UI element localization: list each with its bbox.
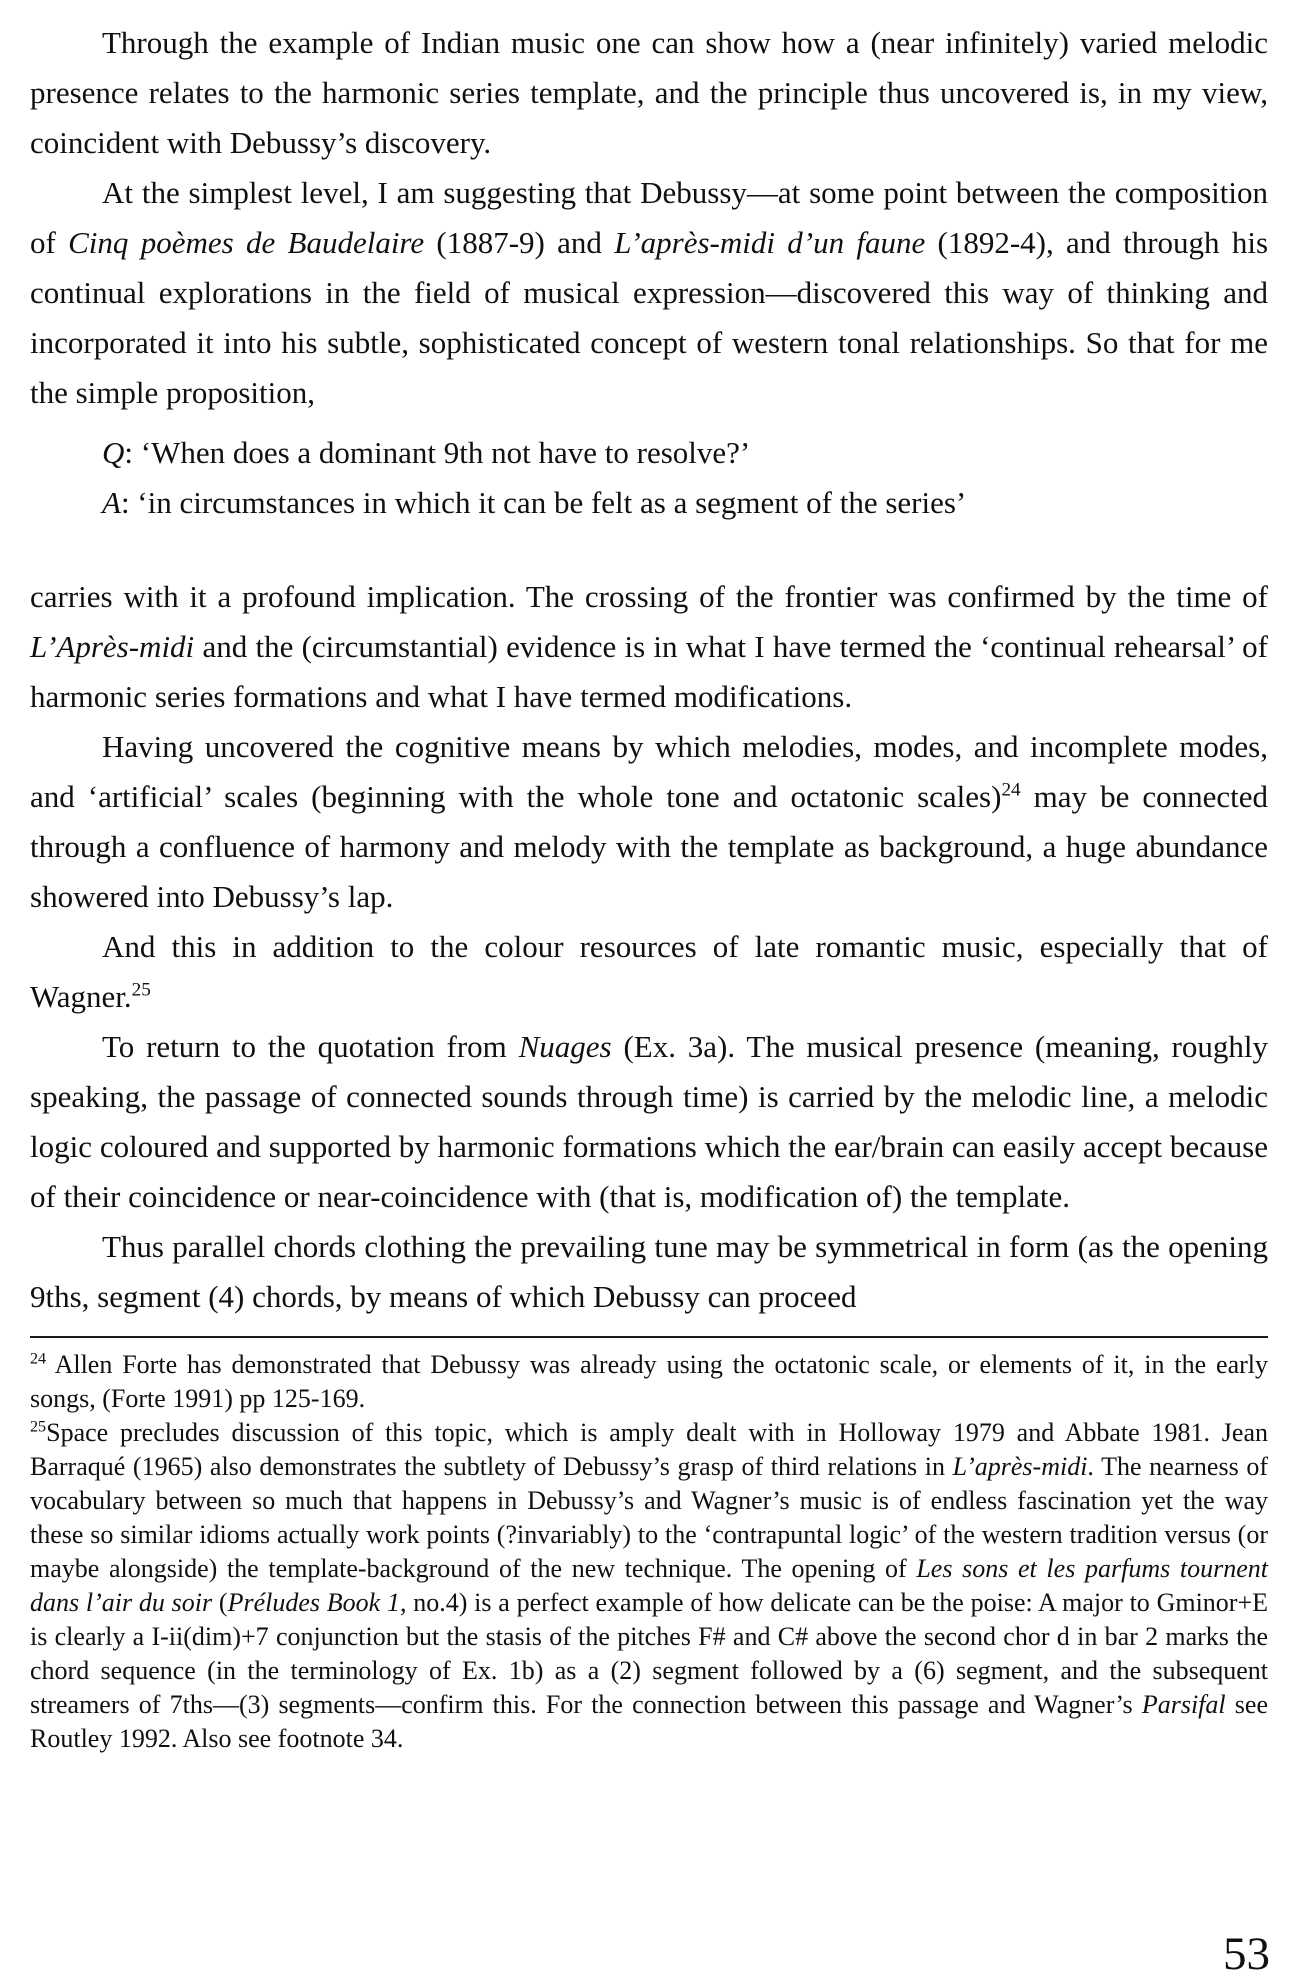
- page-number: 53: [1223, 1928, 1270, 1980]
- italic-text: Q: [102, 435, 125, 470]
- italic-text: Nuages: [518, 1029, 612, 1064]
- footnote-ref: 25: [131, 979, 151, 1001]
- italic-text: Les sons et les parfums tournent dans l’air du soir: [30, 1554, 1268, 1617]
- footnote-rule: [30, 1336, 1268, 1338]
- italic-text: L’après-midi d’un faune: [614, 225, 926, 260]
- text-run: (Ex. 3a). The musical presence (meaning, roughly speaking, the passage of connected sounds through time) is carried by the melodic line, a melodic logic coloured and supported by harmonic formations which the ear/brain can easily accept because of their coincidence or near-coincidence with (that is, modification of) the template.: [30, 1029, 1268, 1214]
- footnote-ref: 24: [1001, 779, 1021, 801]
- text-run: Allen Forte has demonstrated that Debussy was already using the octatonic scale, or elements of it, in the early songs, (Forte 1991) pp 125-169.: [30, 1350, 1268, 1413]
- paragraph: [30, 1222, 1268, 1322]
- text-run: (: [212, 1588, 228, 1617]
- footnote: [30, 1416, 1268, 1756]
- italic-text: A: [102, 485, 121, 520]
- quote-line: [102, 478, 1268, 528]
- text-run: see Routley 1992. Also see footnote 34.: [30, 1690, 1268, 1753]
- paragraph: [30, 1022, 1268, 1222]
- footnotes: [30, 1348, 1268, 1756]
- text-run: : ‘When does a dominant 9th not have to resolve?’: [124, 435, 751, 470]
- text-run: carries with it a profound implication. The crossing of the frontier was confirmed by the time of: [30, 579, 1268, 614]
- paragraph: [30, 722, 1268, 922]
- italic-text: L’après-midi: [952, 1452, 1088, 1481]
- paragraph: [30, 18, 1268, 168]
- italic-text: Cinq poèmes de Baudelaire: [68, 225, 425, 260]
- italic-text: L’Après-midi: [30, 629, 195, 664]
- text-run: , no.4) is a perfect example of how delicate can be the poise: A major to Gminor+E is clearly a I-ii(dim)+7 conjunction but the stasis of the pitches F# and C# above the second chor d in bar 2 marks the chord sequence (in the terminology of Ex. 1b) as a (2) segment followed by a (6) segment, and the subsequent streamers of 7ths—(3) segments—confirm this. For the connection between this passage and Wagner’s: [30, 1588, 1268, 1719]
- text-run: (1887-9) and: [424, 225, 615, 260]
- block-quote: [102, 428, 1268, 528]
- footnote-ref: 25: [30, 1418, 47, 1436]
- paragraph: [30, 922, 1268, 1022]
- footnote-ref: 24: [30, 1350, 47, 1368]
- italic-text: Préludes Book 1: [227, 1588, 400, 1617]
- text-run: : ‘in circumstances in which it can be felt as a segment of the series’: [120, 485, 967, 520]
- text-run: Thus parallel chords clothing the prevailing tune may be symmetrical in form (as the opening 9ths, segment (4) chords, by means of which Debussy can proceed: [30, 1229, 1268, 1314]
- text-run: And this in addition to the colour resources of late romantic music, especially that of Wagner.: [30, 929, 1268, 1014]
- text-run: Space precludes discussion of this topic, which is amply dealt with in Holloway 1979 and Abbate 1981. Jean Barraqué (1965) also demonstrates the subtlety of Debussy’s grasp of third relations in: [30, 1418, 1268, 1481]
- quote-line: [102, 428, 1268, 478]
- text-run: may be connected through a confluence of harmony and melody with the template as background, a huge abundance showered into Debussy’s lap.: [30, 779, 1268, 914]
- text-run: Through the example of Indian music one can show how a (near infinitely) varied melodic presence relates to the harmonic series template, and the principle thus uncovered is, in my view, coincident with Debussy’s discovery.: [30, 25, 1268, 160]
- paragraph: [30, 572, 1268, 722]
- text-run: (1892-4), and through his continual explorations in the field of musical expression—discovered this way of thinking and incorporated it into his subtle, sophisticated concept of western tonal relationships. So that for me the simple proposition,: [30, 225, 1269, 410]
- italic-text: Parsifal: [1141, 1690, 1226, 1719]
- text-run: and the (circumstantial) evidence is in what I have termed the ‘continual rehearsal’ of harmonic series formations and what I have termed modifications.: [30, 629, 1268, 714]
- body-text: [30, 18, 1268, 1322]
- footnote: [30, 1348, 1268, 1416]
- text-run: To return to the quotation from: [102, 1029, 519, 1064]
- paragraph: [30, 168, 1268, 418]
- text-run: Having uncovered the cognitive means by which melodies, modes, and incomplete modes, and ‘artificial’ scales (beginning with the whole tone and octatonic scales): [30, 729, 1268, 814]
- text-run: At the simplest level, I am suggesting that Debussy—at some point between the composition of: [30, 175, 1268, 260]
- text-run: . The nearness of vocabulary between so much that happens in Debussy’s and Wagner’s music is of endless fascination yet the way these so similar idioms actually work points (?invariably) to the ‘contrapuntal logic’ of the western tradition versus (or maybe alongside) the template-background of the new technique. The opening of: [30, 1452, 1269, 1583]
